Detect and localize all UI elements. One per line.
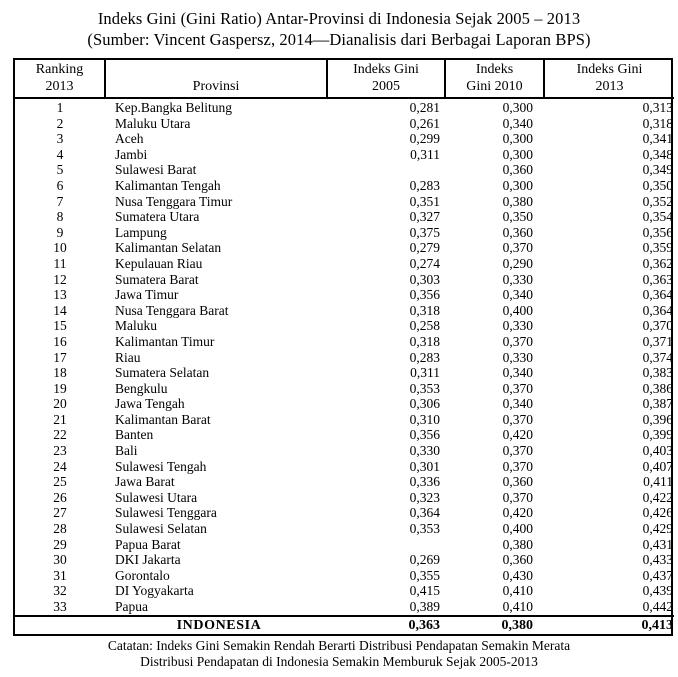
cell-gini-2005: 0,327 — [409, 209, 440, 225]
cell-ranking: 33 — [53, 599, 67, 614]
cell-gini-2010: 0,430 — [502, 567, 533, 583]
cell-gini-2005: 0,323 — [409, 489, 440, 505]
cell-gini-2010: 0,340 — [502, 396, 533, 412]
cell-gini-2013: 0,431 — [642, 536, 673, 552]
column-header-gini-2010 — [445, 60, 544, 98]
cell-gini-2013: 0,371 — [642, 333, 673, 349]
cell-gini-2005 — [327, 162, 445, 178]
cell-gini-2010: 0,380 — [502, 536, 533, 552]
cell-gini-2005: 0,318 — [409, 333, 440, 349]
cell-gini-2013: 0,354 — [642, 209, 673, 225]
cell-gini-2013: 0,359 — [642, 240, 673, 256]
table-row — [15, 98, 674, 116]
cell-ranking: 11 — [53, 255, 67, 271]
cell-ranking: 14 — [53, 302, 67, 318]
cell-gini-2013: 0,356 — [642, 224, 673, 240]
cell-gini-2005: 0,415 — [409, 583, 440, 599]
cell-gini-2010: 0,330 — [502, 271, 533, 287]
cell-ranking: 19 — [53, 380, 67, 396]
table-row — [15, 505, 674, 521]
table-body — [15, 98, 674, 634]
cell-gini-2005: 0,311 — [410, 146, 440, 162]
cell-ranking: 24 — [53, 458, 67, 474]
cell-gini-2010: 0,370 — [502, 458, 533, 474]
cell-provinsi: Bengkulu — [115, 380, 168, 396]
note-line-1: Catatan: Indeks Gini Semakin Rendah Berarti Distribusi Pendapatan Semakin Merata — [107, 637, 571, 653]
cell-gini-2005: 0,283 — [409, 349, 440, 365]
cell-gini-2005: 0,306 — [409, 396, 440, 412]
cell-gini-2013: 0,403 — [642, 443, 673, 459]
cell-provinsi: Sulawesi Tenggara — [115, 505, 217, 521]
cell-gini-2005: 0,258 — [409, 318, 440, 334]
cell-ranking: 4 — [56, 146, 64, 162]
cell-gini-2005 — [327, 537, 445, 553]
cell-provinsi: Sumatera Utara — [115, 209, 200, 225]
cell-ranking: 9 — [56, 224, 64, 240]
table-row — [15, 209, 674, 225]
cell-ranking: 6 — [56, 177, 64, 193]
cell-gini-2010: 0,340 — [502, 115, 533, 131]
table-row — [15, 396, 674, 412]
cell-provinsi: Kalimantan Selatan — [115, 240, 222, 256]
cell-gini-2010: 0,370 — [502, 489, 533, 505]
table-row — [15, 521, 674, 537]
table-row — [15, 474, 674, 490]
cell-ranking: 28 — [53, 521, 67, 537]
page-title: Indeks Gini (Gini Ratio) Antar-Provinsi di Indonesia Sejak 2005 – 2013 — [97, 9, 581, 28]
cell-ranking — [15, 616, 105, 634]
cell-provinsi: Jawa Timur — [115, 287, 179, 303]
column-header-gini-2005-line2: 2005 — [372, 79, 400, 94]
cell-gini-2013: 0,387 — [642, 396, 673, 412]
cell-gini-2005: 0,330 — [409, 443, 440, 459]
table-row — [15, 225, 674, 241]
cell-ranking: 29 — [53, 536, 67, 552]
table-row — [15, 427, 674, 443]
cell-gini-2005: 0,356 — [409, 427, 440, 443]
cell-ranking: 31 — [53, 567, 67, 583]
cell-gini-2013: 0,341 — [642, 131, 673, 147]
column-header-provinsi-label: Provinsi — [192, 79, 240, 94]
cell-gini-2005: 0,283 — [409, 177, 440, 193]
cell-ranking: 30 — [53, 552, 67, 568]
cell-provinsi: Sulawesi Tengah — [115, 458, 207, 474]
cell-gini-2005: 0,336 — [409, 474, 440, 490]
table-row — [15, 272, 674, 288]
cell-ranking: 17 — [53, 349, 67, 365]
table-row — [15, 552, 674, 568]
cell-ranking: 1 — [56, 100, 64, 115]
cell-gini-2010: 0,410 — [502, 583, 533, 599]
table-row — [15, 412, 674, 428]
cell-ranking: 20 — [53, 396, 67, 412]
cell-gini-2005: 0,269 — [409, 552, 440, 568]
cell-gini-2005: 0,389 — [409, 599, 440, 614]
cell-gini-2010: 0,370 — [502, 443, 533, 459]
cell-gini-2013: 0,374 — [642, 349, 673, 365]
note-line-2: Distribusi Pendapatan di Indonesia Semakin Memburuk Sejak 2005-2013 — [140, 654, 538, 670]
cell-gini-2010: 0,400 — [502, 302, 533, 318]
cell-provinsi: DKI Jakarta — [115, 552, 181, 568]
cell-provinsi: Bali — [115, 443, 138, 459]
cell-ranking: 32 — [53, 583, 67, 599]
table-row — [15, 365, 674, 381]
column-header-gini-2013-line1: Indeks Gini — [576, 62, 643, 77]
cell-gini-2013: 0,313 — [642, 100, 673, 115]
cell-provinsi: Sumatera Selatan — [115, 365, 210, 381]
column-header-provinsi — [105, 60, 327, 98]
cell-gini-2013: 0,439 — [642, 583, 673, 599]
cell-gini-2005: 0,303 — [409, 271, 440, 287]
cell-gini-2005: 0,301 — [409, 458, 440, 474]
table-row — [15, 287, 674, 303]
cell-gini-2005: 0,318 — [409, 302, 440, 318]
cell-gini-2005: 0,299 — [409, 131, 440, 147]
table-row — [15, 318, 674, 334]
cell-ranking: 18 — [53, 365, 67, 381]
cell-gini-2010: 0,410 — [502, 599, 533, 614]
cell-gini-2013: 0,433 — [642, 552, 673, 568]
column-header-gini-2010-line2: Gini 2010 — [466, 79, 523, 94]
cell-gini-2013: 0,426 — [642, 505, 673, 521]
cell-provinsi: Jambi — [115, 146, 148, 162]
cell-gini-2010: 0,340 — [502, 287, 533, 303]
cell-ranking: 25 — [53, 474, 67, 490]
cell-gini-2010: 0,360 — [502, 552, 533, 568]
cell-gini-2013: 0,383 — [642, 365, 673, 381]
cell-gini-2013: 0,318 — [642, 115, 673, 131]
cell-provinsi: Maluku — [115, 318, 157, 334]
cell-provinsi: Kalimantan Tengah — [115, 177, 221, 193]
cell-gini-2013: 0,370 — [642, 318, 673, 334]
cell-provinsi: Sulawesi Utara — [115, 489, 198, 505]
table-row — [15, 147, 674, 163]
table-row — [15, 131, 674, 147]
table-row — [15, 194, 674, 210]
cell-gini-2010: 0,420 — [502, 505, 533, 521]
table-row — [15, 381, 674, 397]
cell-provinsi: Riau — [115, 349, 141, 365]
cell-gini-2010: 0,300 — [502, 100, 533, 115]
gini-table-container — [13, 58, 673, 636]
cell-ranking: 3 — [56, 131, 64, 147]
cell-provinsi: Nusa Tenggara Barat — [115, 302, 229, 318]
cell-gini-2010: 0,340 — [502, 365, 533, 381]
cell-provinsi: Kepulauan Riau — [115, 255, 203, 271]
cell-provinsi: Sumatera Barat — [115, 271, 199, 287]
cell-gini-2005: 0,274 — [409, 255, 440, 271]
cell-provinsi: Jawa Barat — [115, 474, 175, 490]
cell-ranking: 27 — [53, 505, 67, 521]
cell-gini-2010: 0,370 — [502, 240, 533, 256]
cell-gini-2005: 0,351 — [409, 193, 440, 209]
cell-gini-2005: 0,356 — [409, 287, 440, 303]
column-header-gini-2010-line1: Indeks — [475, 62, 514, 77]
cell-gini-2005: 0,310 — [409, 411, 440, 427]
cell-ranking: 21 — [53, 411, 67, 427]
cell-ranking: 15 — [53, 318, 67, 334]
cell-gini-2005: 0,353 — [409, 521, 440, 537]
column-header-gini-2005 — [327, 60, 445, 98]
table-header-row — [15, 60, 674, 98]
cell-ranking: 26 — [53, 489, 67, 505]
cell-gini-2013: 0,362 — [642, 255, 673, 271]
cell-provinsi: Gorontalo — [115, 567, 170, 583]
cell-gini-2010: 0,300 — [502, 177, 533, 193]
cell-ranking: 23 — [53, 443, 67, 459]
cell-gini-2010: 0,360 — [502, 474, 533, 490]
cell-gini-2010: 0,300 — [502, 131, 533, 147]
table-header — [15, 60, 674, 98]
table-row — [15, 459, 674, 475]
cell-provinsi: Lampung — [115, 224, 167, 240]
cell-gini-2013: 0,437 — [642, 567, 673, 583]
column-header-gini-2013-line2: 2013 — [595, 79, 624, 94]
cell-gini-2010: 0,420 — [502, 427, 533, 443]
column-header-gini-2013 — [544, 60, 674, 98]
table-row — [15, 256, 674, 272]
table-row — [15, 599, 674, 616]
cell-ranking: 2 — [56, 115, 64, 131]
cell-gini-2010: 0,300 — [502, 146, 533, 162]
cell-ranking: 22 — [53, 427, 67, 443]
cell-gini-2010: 0,290 — [502, 255, 533, 271]
cell-gini-2013: 0,442 — [642, 599, 673, 614]
table-row — [15, 490, 674, 506]
cell-provinsi: INDONESIA — [105, 616, 327, 634]
cell-gini-2005: 0,375 — [409, 224, 440, 240]
cell-gini-2010: 0,350 — [502, 209, 533, 225]
cell-gini-2013: 0,396 — [642, 411, 673, 427]
cell-ranking: 8 — [56, 209, 64, 225]
cell-gini-2005: 0,311 — [410, 365, 440, 381]
cell-gini-2013: 0,413 — [544, 616, 674, 634]
cell-gini-2005: 0,279 — [409, 240, 440, 256]
table-row — [15, 537, 674, 553]
cell-gini-2013: 0,350 — [642, 177, 673, 193]
cell-provinsi: Papua — [115, 599, 148, 614]
cell-gini-2013: 0,429 — [642, 521, 673, 537]
cell-ranking: 5 — [56, 162, 64, 178]
table-row — [15, 178, 674, 194]
cell-gini-2013: 0,352 — [642, 193, 673, 209]
cell-provinsi: Maluku Utara — [115, 115, 191, 131]
gini-table — [15, 60, 674, 634]
cell-ranking: 16 — [53, 333, 67, 349]
cell-gini-2010: 0,330 — [502, 349, 533, 365]
table-row — [15, 162, 674, 178]
table-row — [15, 568, 674, 584]
cell-provinsi: Kalimantan Timur — [115, 333, 215, 349]
cell-gini-2005: 0,363 — [327, 616, 445, 634]
cell-ranking: 10 — [53, 240, 67, 256]
cell-gini-2010: 0,330 — [502, 318, 533, 334]
cell-gini-2005: 0,281 — [409, 100, 440, 115]
cell-ranking: 13 — [53, 287, 67, 303]
table-total-row — [15, 616, 674, 634]
cell-gini-2013: 0,422 — [642, 489, 673, 505]
cell-gini-2013: 0,407 — [642, 458, 673, 474]
cell-gini-2010: 0,380 — [502, 193, 533, 209]
cell-gini-2010: 0,360 — [502, 224, 533, 240]
table-row — [15, 334, 674, 350]
cell-gini-2013: 0,363 — [642, 271, 673, 287]
cell-provinsi: Sulawesi Selatan — [115, 521, 207, 537]
cell-ranking: 7 — [56, 193, 64, 209]
cell-provinsi: DI Yogyakarta — [115, 583, 194, 599]
cell-gini-2005: 0,353 — [409, 380, 440, 396]
cell-gini-2013: 0,364 — [642, 287, 673, 303]
table-row — [15, 443, 674, 459]
cell-gini-2010: 0,370 — [502, 411, 533, 427]
cell-provinsi: Aceh — [115, 131, 144, 147]
title-block — [0, 0, 678, 50]
cell-gini-2010: 0,380 — [445, 616, 544, 634]
column-header-ranking — [15, 60, 105, 98]
table-row — [15, 350, 674, 366]
table-row — [15, 116, 674, 132]
table-row — [15, 240, 674, 256]
cell-gini-2010: 0,400 — [502, 521, 533, 537]
cell-provinsi: Papua Barat — [115, 536, 181, 552]
cell-gini-2010: 0,370 — [502, 380, 533, 396]
cell-provinsi: Kalimantan Barat — [115, 411, 211, 427]
cell-gini-2013: 0,411 — [643, 474, 673, 490]
cell-gini-2005: 0,261 — [409, 115, 440, 131]
cell-gini-2013: 0,399 — [642, 427, 673, 443]
cell-provinsi: Sulawesi Barat — [115, 162, 197, 178]
table-row — [15, 583, 674, 599]
cell-gini-2010: 0,370 — [502, 333, 533, 349]
cell-gini-2005: 0,364 — [409, 505, 440, 521]
cell-provinsi: Kep.Bangka Belitung — [115, 100, 232, 115]
page-subtitle: (Sumber: Vincent Gaspersz, 2014—Dianalisis dari Berbagai Laporan BPS) — [87, 30, 591, 49]
column-header-gini-2005-line1: Indeks Gini — [353, 62, 419, 77]
cell-gini-2013: 0,386 — [642, 380, 673, 396]
cell-gini-2005: 0,355 — [409, 567, 440, 583]
cell-gini-2013: 0,348 — [642, 146, 673, 162]
column-header-ranking-line2: 2013 — [45, 79, 74, 94]
cell-provinsi: Jawa Tengah — [115, 396, 185, 412]
cell-ranking: 12 — [53, 271, 67, 287]
notes-block — [0, 638, 678, 671]
cell-provinsi: Banten — [115, 427, 154, 443]
cell-gini-2013: 0,364 — [642, 302, 673, 318]
cell-provinsi: Nusa Tenggara Timur — [115, 193, 233, 209]
cell-gini-2013: 0,349 — [642, 162, 673, 178]
cell-gini-2010: 0,360 — [502, 162, 533, 178]
column-header-ranking-line1: Ranking — [35, 62, 84, 77]
table-row — [15, 303, 674, 319]
